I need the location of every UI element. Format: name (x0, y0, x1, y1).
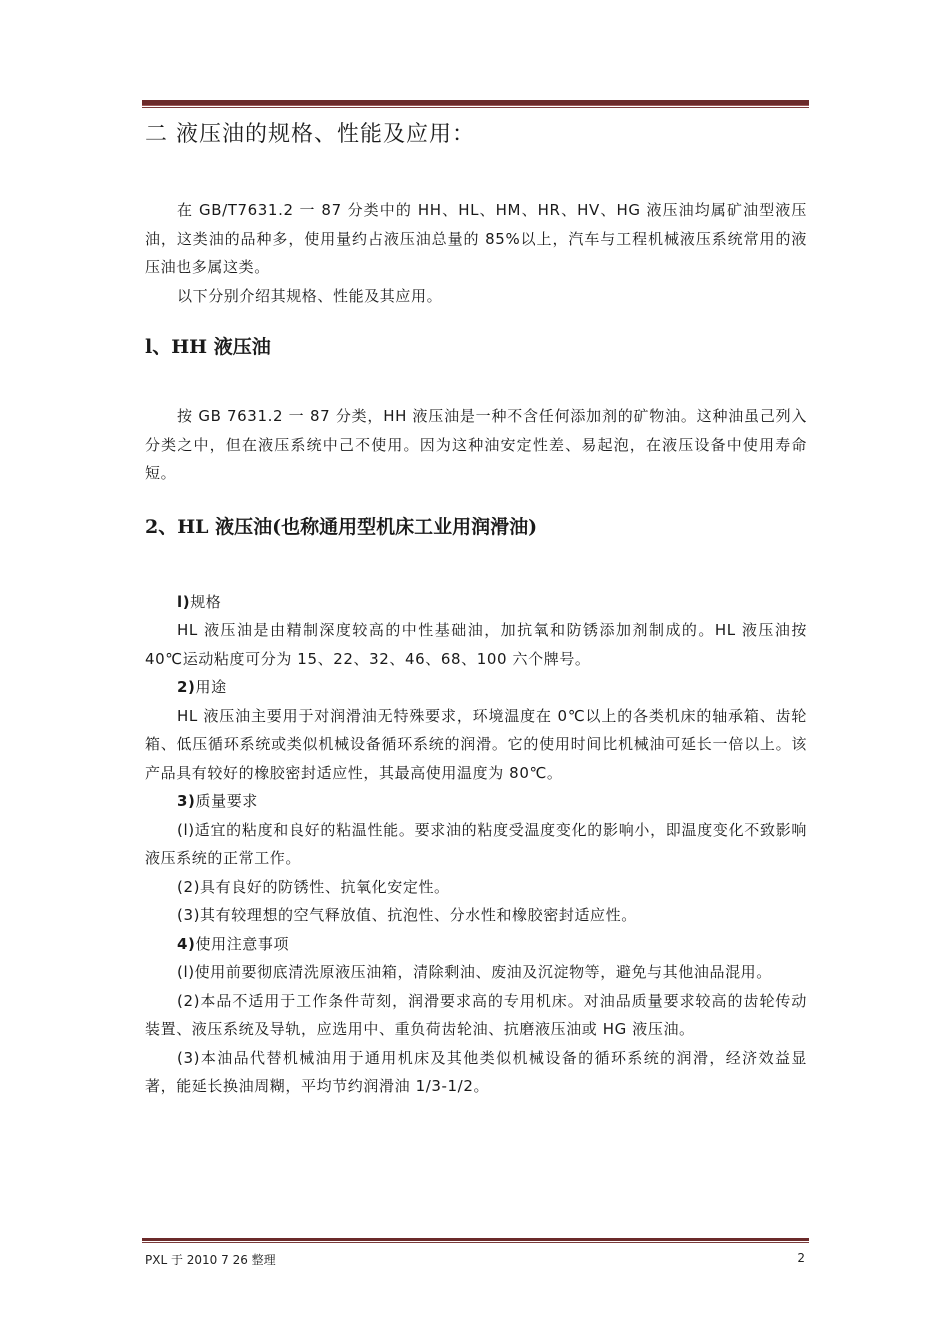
intro-paragraph-1: 在 GB/T7631.2 一 87 分类中的 HH、HL、HM、HR、HV、HG 液压油均属矿油型液压油，这类油的品种多，使用量约占液压油总量的 85%以上，汽车与工程机械液压系统常用的液压油也多属这类。 (145, 201, 807, 276)
header-rule (142, 100, 809, 106)
hl-spec-title: l)规格 (177, 592, 222, 611)
hl-quality-item-1: (l)适宜的粘度和良好的粘温性能。要求油的粘度受温度变化的影响小，即温度变化不致影响液压系统的正常工作。 (145, 820, 807, 867)
document-body (145, 118, 807, 1101)
footer-rule (142, 1238, 809, 1241)
hl-quality-title: 3)质量要求 (177, 792, 258, 810)
hl-heading: 2、HL 液压油(也称通用型机床工业用润滑油) (145, 515, 538, 538)
hl-notes-item-2: (2)本品不适用于工作条件苛刻，润滑要求高的专用机床。对油品质量要求较高的齿轮传动装置、液压系统及导轨，应选用中、重负荷齿轮油、抗磨液压油或 HG 液压油。 (145, 991, 807, 1038)
hl-notes-title: 4)使用注意事项 (177, 934, 290, 953)
section-title: 二 液压油的规格、性能及应用： (145, 122, 475, 147)
hh-heading: l、HH 液压油 (145, 336, 271, 358)
hl-use-text: HL 液压油主要用于对润滑油无特殊要求，环境温度在 0℃以上的各类机床的轴承箱、齿轮箱、低压循环系统或类似机械设备循环系统的润滑。它的使用时间比机械油可延长一倍以上。该产品具有较好的橡胶密封适应性，其最高使用温度为 80℃。 (145, 706, 807, 782)
hl-notes-item-1: (l)使用前要彻底清洗原液压油箱，清除剩油、废油及沉淀物等，避免与其他油品混用。 (177, 963, 772, 981)
hl-notes-item-3: (3)本油品代替机械油用于通用机床及其他类似机械设备的循环系统的润滑，经济效益显著，能延长换油周糊，平均节约润滑油 1/3-1/2。 (145, 1048, 807, 1095)
hl-quality-item-3: (3)其有较理想的空气释放值、抗泡性、分水性和橡胶密封适应性。 (177, 906, 637, 924)
hl-quality-item-2: (2)具有良好的防锈性、抗氧化安定性。 (177, 877, 450, 896)
hl-use-title: 2)用途 (177, 678, 227, 696)
hh-paragraph: 按 GB 7631.2 一 87 分类，HH 液压油是一种不含任何添加剂的矿物油。这种油虽己列入分类之中，但在液压系统中己不使用。因为这种油安定性差、易起泡，在液压设备中使用寿命短。 (145, 407, 807, 482)
footer-text: PXL 于 2010 7 26 整理 (145, 1253, 276, 1267)
page-number: 2 (797, 1251, 805, 1265)
intro-paragraph-2: 以下分别介绍其规格、性能及其应用。 (177, 286, 443, 305)
hl-spec-text: HL 液压油是由精制深度较高的中性基础油，加抗氧和防锈添加剂制成的。HL 液压油按 40℃运动粘度可分为 15、22、32、46、68、100 六个牌号。 (145, 621, 807, 668)
